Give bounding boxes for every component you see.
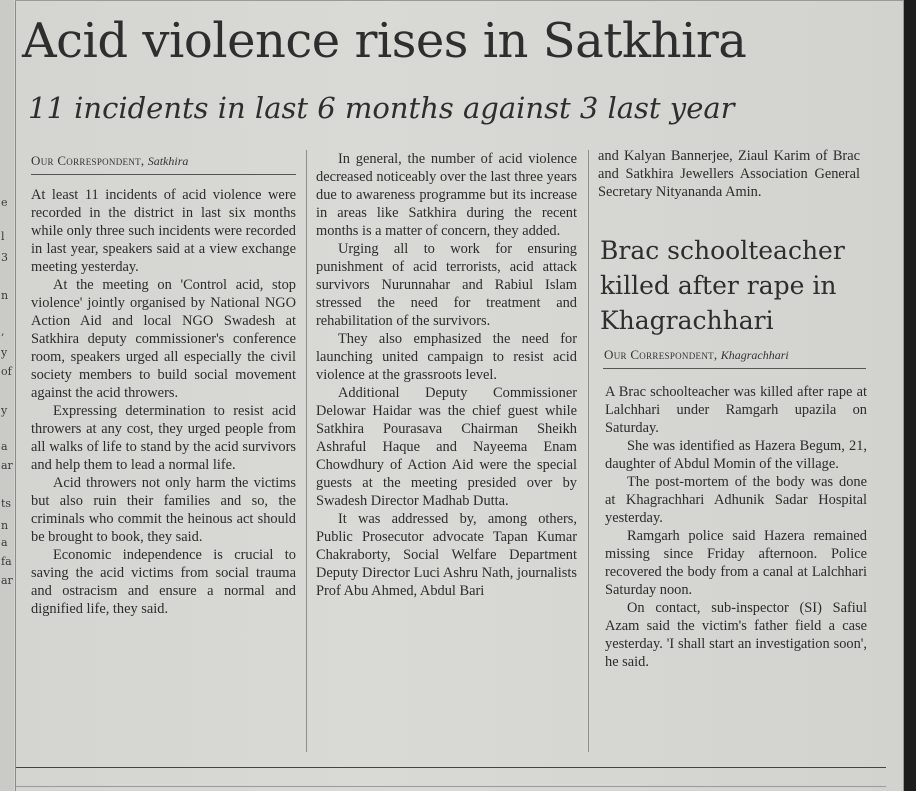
byline-place: Satkhira bbox=[147, 154, 189, 168]
article-paragraph: In general, the number of acid violence decreased noticeably over the last three years due to awareness programme but its increase in areas like Satkhira during the recent months is a matter of concern, they added. bbox=[316, 151, 577, 239]
bottom-rule bbox=[16, 767, 886, 768]
article-paragraph: Economic independence is crucial to saving the acid victims from social trauma and ostracism and ensure a normal and dignified life, they said. bbox=[31, 547, 296, 617]
margin-fragment: n bbox=[1, 289, 9, 302]
margin-fragment: n bbox=[1, 519, 9, 532]
article-byline bbox=[31, 152, 188, 170]
article-paragraph: Acid throwers not only harm the victims but also ruin their families and so, the criminals who commit the heinous act should be brought to book, they said. bbox=[31, 475, 296, 545]
second-article-headline: Brac schoolteacher killed after rape in Khagrachhari bbox=[600, 236, 845, 335]
article-paragraph: At the meeting on 'Control acid, stop violence' jointly organised by National NGO Action Aid and local NGO Swadesh at Satkhira deputy commissioner's conference room, speakers urged all especially the civil society members to build social movement against the acid throwers. bbox=[31, 277, 296, 401]
margin-fragment: ar bbox=[1, 574, 13, 587]
margin-fragment: , bbox=[1, 325, 5, 338]
article-headline: Acid violence rises in Satkhira bbox=[22, 13, 747, 69]
top-rule bbox=[15, 0, 903, 1]
margin-fragment: e bbox=[1, 196, 8, 209]
left-column-rule bbox=[15, 0, 16, 791]
margin-fragment: y bbox=[1, 404, 8, 417]
article-paragraph: A Brac schoolteacher was killed after rape at Lalchhari under Ramgarh upazila on Saturday. bbox=[605, 384, 867, 436]
article-subheadline: 11 incidents in last 6 months against 3 last year bbox=[28, 91, 735, 125]
article-column-3-continuation bbox=[598, 147, 860, 201]
column-rule bbox=[588, 150, 589, 752]
article-paragraph: On contact, sub-inspector (SI) Safiul Azam said the victim's father field a case yesterday. 'I shall start an investigation soon', he said. bbox=[605, 600, 867, 670]
byline-rule bbox=[31, 174, 296, 175]
margin-fragment: y bbox=[1, 346, 8, 359]
second-article-body bbox=[605, 383, 867, 671]
article-paragraph: She was identified as Hazera Begum, 21, daughter of Abdul Momin of the village. bbox=[605, 438, 867, 472]
page-edge-shadow bbox=[904, 0, 916, 791]
article-paragraph: The post-mortem of the body was done at Khagrachhari Adhunik Sadar Hospital yesterday. bbox=[605, 474, 867, 526]
byline-name: Our Correspondent, bbox=[31, 153, 145, 168]
article-paragraph: Additional Deputy Commissioner Delowar Haidar was the chief guest while Satkhira Pourasava Chairman Sheikh Ashraful Haque and Nayeema Enam Chowdhury of Action Aid were the special guests at the meeting presided over by Swadesh Director Madhab Dutta. bbox=[316, 385, 577, 509]
margin-fragment: ts bbox=[1, 497, 12, 510]
margin-fragment: l bbox=[1, 230, 5, 243]
bottom-rule bbox=[16, 786, 886, 787]
margin-fragment: a bbox=[1, 440, 8, 453]
article-paragraph: and Kalyan Bannerjee, Ziaul Karim of Brac and Satkhira Jewellers Association General Secretary Nityananda Amin. bbox=[598, 148, 860, 200]
article-paragraph: At least 11 incidents of acid violence were recorded in the district in last six months while only three such incidents were recorded in last year, speakers said at a view exchange meeting yesterday. bbox=[31, 187, 296, 275]
byline-place: Khagrachhari bbox=[720, 348, 789, 362]
margin-fragment: a bbox=[1, 536, 8, 549]
column-rule bbox=[306, 150, 307, 752]
adjacent-column-fragments bbox=[0, 0, 14, 791]
article-paragraph: Expressing determination to resist acid throwers at any cost, they urged people from all walks of life to stand by the acid survivors and help them to lead a normal life. bbox=[31, 403, 296, 473]
margin-fragment: fa bbox=[1, 555, 12, 568]
second-article-byline bbox=[604, 346, 789, 364]
byline-rule bbox=[603, 368, 866, 369]
margin-fragment: of bbox=[1, 365, 12, 378]
article-paragraph: Urging all to work for ensuring punishment of acid terrorists, acid attack survivors Nurunnahar and Rabiul Islam stressed the need for treatment and rehabilitation of the survivors. bbox=[316, 241, 577, 329]
byline-name: Our Correspondent, bbox=[604, 347, 718, 362]
article-column-2 bbox=[316, 150, 577, 600]
margin-fragment: 3 bbox=[1, 251, 8, 264]
article-column-1 bbox=[31, 186, 296, 618]
article-paragraph: They also emphasized the need for launching united campaign to resist acid violence at the grassroots level. bbox=[316, 331, 577, 383]
article-paragraph: It was addressed by, among others, Public Prosecutor advocate Tapan Kumar Chakraborty, Social Welfare Department Deputy Director Luci Ashru Nath, journalists Prof Abu Ahmed, Abdul Bari bbox=[316, 511, 577, 599]
article-paragraph: Ramgarh police said Hazera remained missing since Friday afternoon. Police recovered the body from a canal at Lalchhari Saturday noon. bbox=[605, 528, 867, 598]
margin-fragment: ar bbox=[1, 459, 13, 472]
